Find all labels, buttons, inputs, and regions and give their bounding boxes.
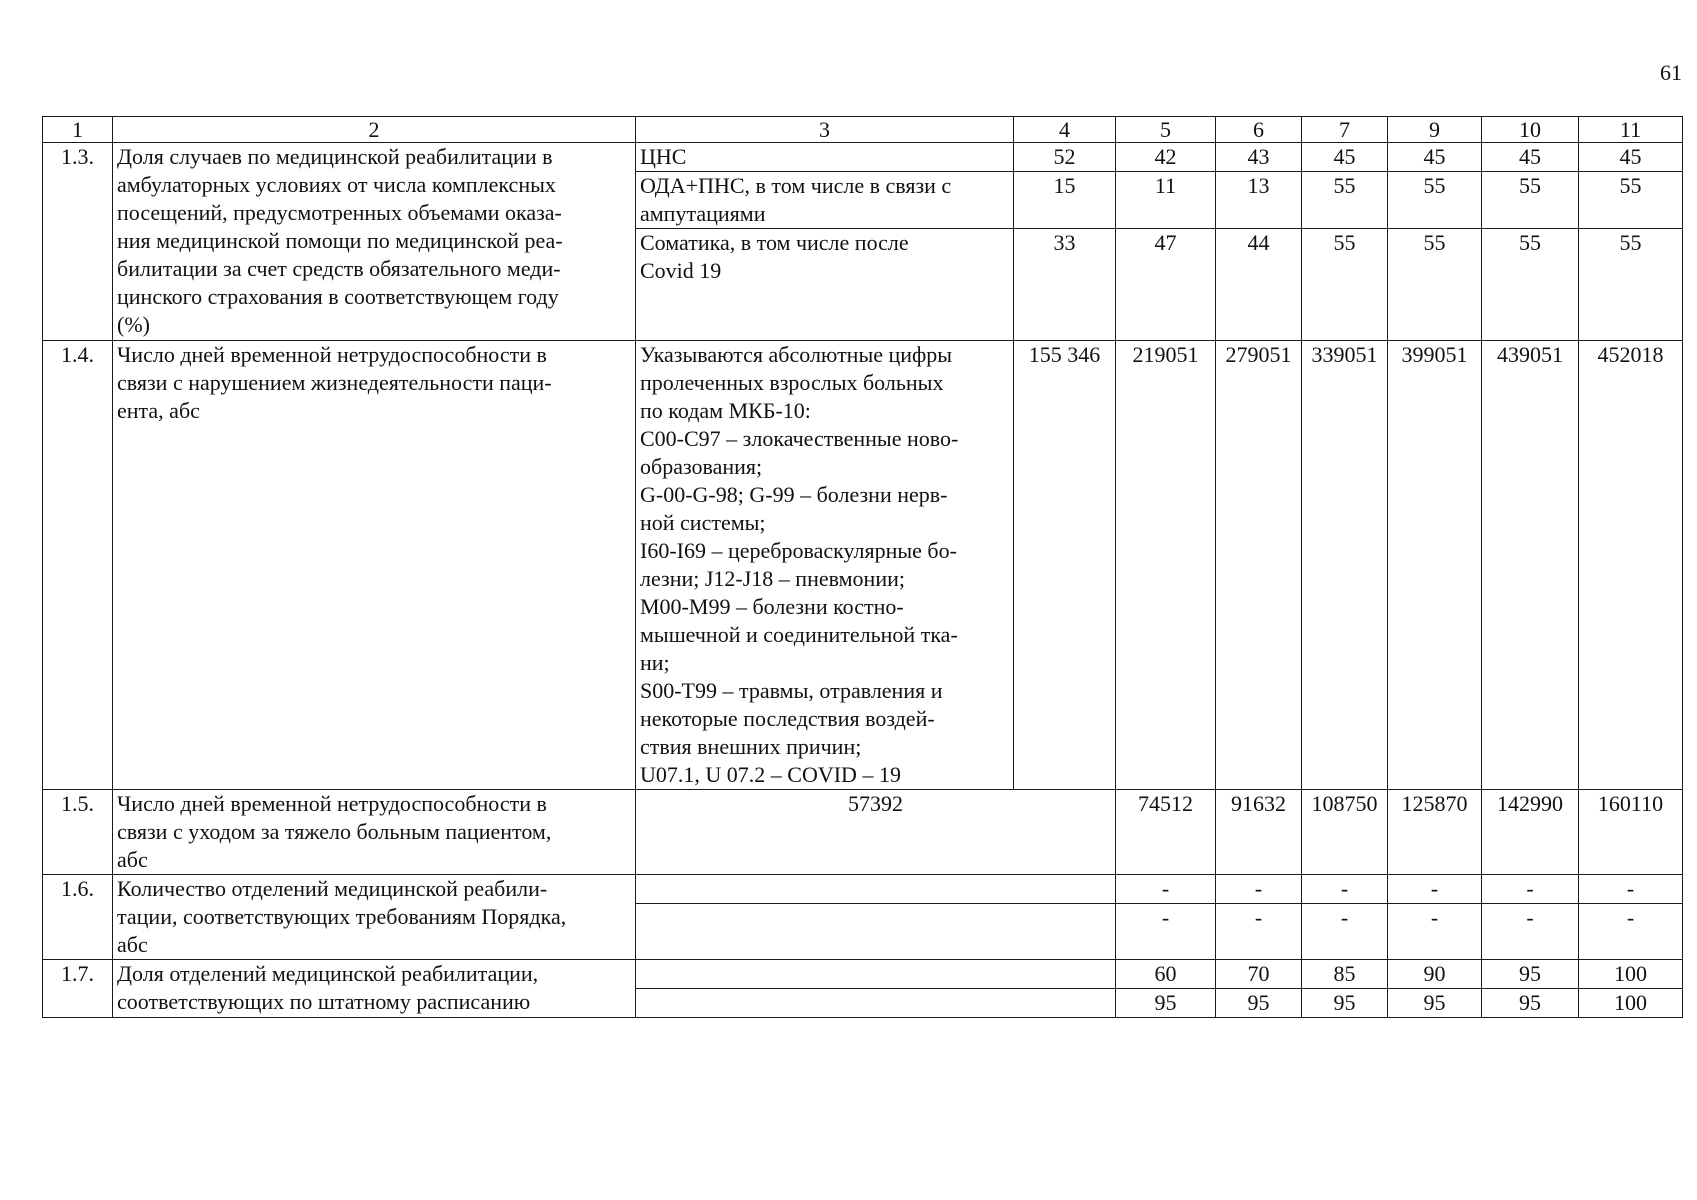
empty-cell: [636, 960, 1116, 989]
indicator-description: [113, 960, 636, 1018]
value-cell: 339051: [1302, 341, 1388, 790]
value-cell: 55: [1388, 172, 1482, 229]
note-line: мышечной и соединительной тка-: [640, 622, 958, 647]
description-line: Число дней временной нетрудоспособности в: [117, 342, 547, 367]
description-line: Доля отделений медицинской реабилитации,: [117, 961, 539, 986]
value-cell: 279051: [1216, 341, 1302, 790]
value-cell: -: [1216, 875, 1302, 904]
indicator-description: [113, 341, 636, 790]
note-line: G-00-G-98; G-99 – болезни нерв-: [640, 482, 948, 507]
table-row: [43, 790, 1683, 875]
empty-cell: [636, 904, 1116, 960]
value-cell: -: [1302, 875, 1388, 904]
note-line: М00-М99 – болезни костно-: [640, 594, 904, 619]
value-cell: 160110: [1579, 790, 1683, 875]
value-cell: 100: [1579, 960, 1683, 989]
value-cell: 13: [1216, 172, 1302, 229]
header-cell: 10: [1482, 117, 1579, 143]
merged-value-cell: 57392: [636, 790, 1116, 875]
value-cell: 43: [1216, 143, 1302, 172]
value-cell: -: [1482, 904, 1579, 960]
indicator-description: [113, 790, 636, 875]
note-line: С00-С97 – злокачественные ново-: [640, 426, 959, 451]
value-cell: 399051: [1388, 341, 1482, 790]
row-number: 1.3.: [43, 143, 113, 341]
header-cell: 6: [1216, 117, 1302, 143]
empty-cell: [636, 875, 1116, 904]
value-cell: 55: [1302, 229, 1388, 341]
indicator-description: [113, 875, 636, 960]
category-label-line: Covid 19: [640, 258, 722, 283]
value-cell: 47: [1116, 229, 1216, 341]
description-line: цинского страхования в соответствующем году: [117, 284, 559, 309]
note-line: Указываются абсолютные цифры: [640, 342, 953, 367]
value-cell: 45: [1579, 143, 1683, 172]
value-cell: 95: [1388, 989, 1482, 1018]
value-cell: -: [1302, 904, 1388, 960]
category-label-line: Соматика, в том числе после: [640, 230, 909, 255]
value-cell: 452018: [1579, 341, 1683, 790]
value-cell: 125870: [1388, 790, 1482, 875]
value-cell: 44: [1216, 229, 1302, 341]
value-cell: 55: [1302, 172, 1388, 229]
value-cell: 95: [1216, 989, 1302, 1018]
value-cell: 91632: [1216, 790, 1302, 875]
value-cell: 55: [1482, 229, 1579, 341]
value-cell: 33: [1014, 229, 1116, 341]
row-number: 1.5.: [43, 790, 113, 875]
description-line: амбулаторных условиях от числа комплексных: [117, 172, 556, 197]
header-cell: 3: [636, 117, 1014, 143]
value-cell: -: [1388, 875, 1482, 904]
description-line: посещений, предусмотренных объемами оказа-: [117, 200, 562, 225]
description-line: ента, абс: [117, 398, 200, 423]
description-line: абс: [117, 932, 148, 957]
value-cell: 52: [1014, 143, 1116, 172]
header-row: [43, 117, 1683, 143]
value-cell: 11: [1116, 172, 1216, 229]
indicators-table: [42, 116, 1683, 1018]
header-cell: 11: [1579, 117, 1683, 143]
note-line: S00-T99 – травмы, отравления и: [640, 678, 943, 703]
value-cell: 45: [1302, 143, 1388, 172]
header-cell: 2: [113, 117, 636, 143]
description-line: билитации за счет средств обязательного меди-: [117, 256, 561, 281]
header-cell: 5: [1116, 117, 1216, 143]
table-row: [43, 143, 1683, 172]
value-cell: 219051: [1116, 341, 1216, 790]
value-cell: 55: [1388, 229, 1482, 341]
value-cell: 55: [1579, 172, 1683, 229]
header-cell: 4: [1014, 117, 1116, 143]
note-line: по кодам МКБ-10:: [640, 398, 811, 423]
value-cell: 95: [1482, 989, 1579, 1018]
value-cell: -: [1216, 904, 1302, 960]
description-line: Доля случаев по медицинской реабилитации в: [117, 144, 553, 169]
value-cell: 15: [1014, 172, 1116, 229]
value-cell: 439051: [1482, 341, 1579, 790]
icd-codes-note: [636, 341, 1014, 790]
value-cell: 85: [1302, 960, 1388, 989]
value-cell: -: [1579, 904, 1683, 960]
value-cell: -: [1388, 904, 1482, 960]
page-number: 61: [1660, 60, 1682, 85]
description-line: (%): [117, 312, 150, 337]
description-line: связи с нарушением жизнедеятельности паци-: [117, 370, 552, 395]
category-label: [636, 229, 1014, 341]
note-line: ствия внешних причин;: [640, 734, 862, 759]
value-cell: 95: [1482, 960, 1579, 989]
value-cell: 95: [1116, 989, 1216, 1018]
value-cell: 45: [1388, 143, 1482, 172]
description-line: Число дней временной нетрудоспособности в: [117, 791, 547, 816]
note-line: пролеченных взрослых больных: [640, 370, 944, 395]
row-number: 1.7.: [43, 960, 113, 1018]
note-line: лезни; J12-J18 – пневмонии;: [640, 566, 905, 591]
indicator-description: [113, 143, 636, 341]
description-line: связи с уходом за тяжело больным пациентом,: [117, 819, 552, 844]
value-cell: 142990: [1482, 790, 1579, 875]
description-line: Количество отделений медицинской реабили-: [117, 876, 548, 901]
description-line: абс: [117, 847, 148, 872]
empty-cell: [636, 989, 1116, 1018]
value-cell: -: [1482, 875, 1579, 904]
note-line: ной системы;: [640, 510, 766, 535]
note-line: образования;: [640, 454, 763, 479]
table-row: [43, 960, 1683, 989]
value-cell: -: [1116, 904, 1216, 960]
value-cell: -: [1116, 875, 1216, 904]
category-label-line: ОДА+ПНС, в том числе в связи с: [640, 173, 952, 198]
category-label-line: ампутациями: [640, 201, 766, 226]
value-cell: 100: [1579, 989, 1683, 1018]
row-number: 1.4.: [43, 341, 113, 790]
value-cell: 95: [1302, 989, 1388, 1018]
value-cell: 45: [1482, 143, 1579, 172]
value-cell: 55: [1579, 229, 1683, 341]
description-line: ния медицинской помощи по медицинской реа-: [117, 228, 563, 253]
header-cell: 7: [1302, 117, 1388, 143]
value-cell: 42: [1116, 143, 1216, 172]
note-line: U07.1, U 07.2 – COVID – 19: [640, 762, 901, 787]
value-cell: 55: [1482, 172, 1579, 229]
table-row: [43, 341, 1683, 790]
value-cell: 74512: [1116, 790, 1216, 875]
value-cell: 70: [1216, 960, 1302, 989]
description-line: соответствующих по штатному расписанию: [117, 989, 531, 1014]
note-line: I60-I69 – цереброваскулярные бо-: [640, 538, 957, 563]
description-line: тации, соответствующих требованиям Порядка,: [117, 904, 567, 929]
category-label: [636, 143, 1014, 172]
header-cell: 9: [1388, 117, 1482, 143]
header-cell: 1: [43, 117, 113, 143]
note-line: некоторые последствия воздей-: [640, 706, 935, 731]
row-number: 1.6.: [43, 875, 113, 960]
table-row: [43, 875, 1683, 904]
category-label: [636, 172, 1014, 229]
value-cell: 155 346: [1014, 341, 1116, 790]
value-cell: 108750: [1302, 790, 1388, 875]
value-cell: 90: [1388, 960, 1482, 989]
value-cell: -: [1579, 875, 1683, 904]
note-line: ни;: [640, 650, 670, 675]
value-cell: 60: [1116, 960, 1216, 989]
category-label-line: ЦНС: [640, 144, 687, 169]
